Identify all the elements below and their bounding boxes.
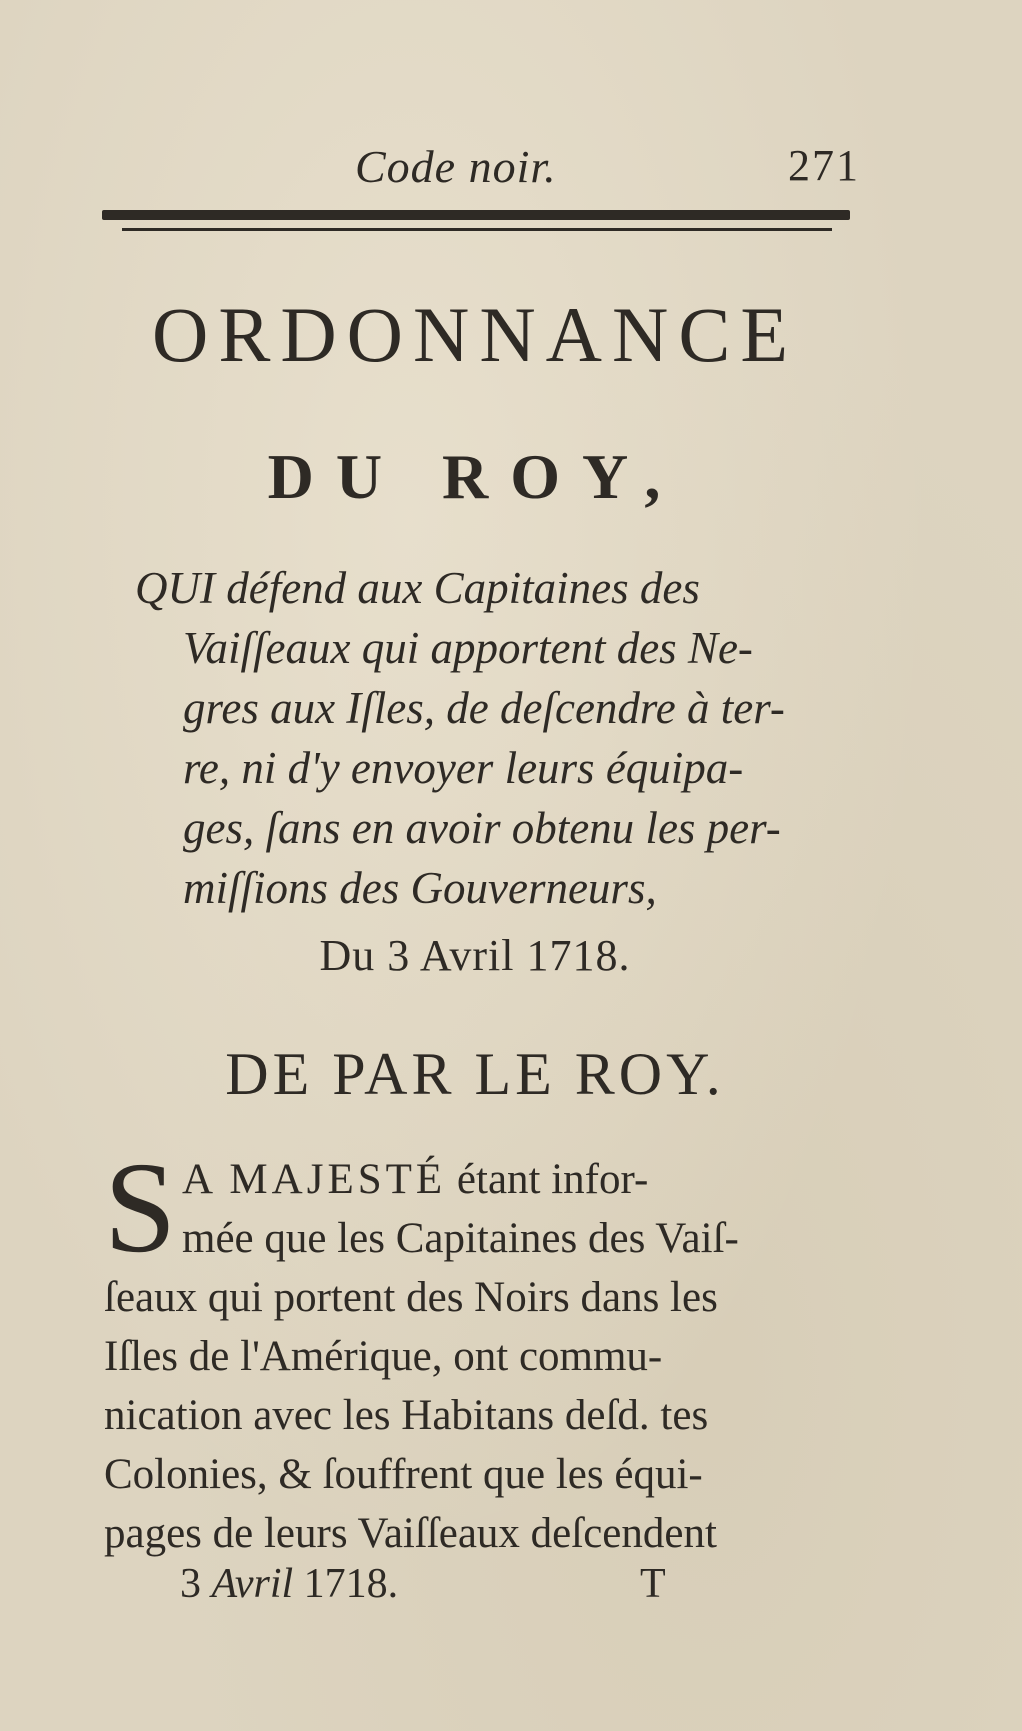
body-line: mée que les Capitaines des Vaiſ- bbox=[182, 1215, 739, 1262]
body-line: pages de leurs Vaiſſeaux deſcendent bbox=[104, 1510, 717, 1557]
body-text bbox=[104, 1136, 860, 1563]
drop-cap: S bbox=[104, 1136, 177, 1280]
header-rule-thick bbox=[102, 210, 850, 220]
summary-line: gres aux Iſles, de deſcendre à ter- bbox=[183, 683, 785, 733]
body-line: ſeaux qui portent des Noirs dans les bbox=[104, 1274, 718, 1321]
footer-ref-day: 3 bbox=[180, 1561, 201, 1607]
body-line: Iſles de l'Amérique, ont commu- bbox=[104, 1333, 663, 1380]
running-head bbox=[100, 140, 860, 200]
body-line-first bbox=[104, 1150, 860, 1209]
summary-line: ges, ſans en avoir obtenu les per- bbox=[183, 803, 781, 853]
summary-line: QUI défend aux Capitaines des bbox=[135, 563, 700, 613]
summary-line: miſſions des Gouverneurs, bbox=[183, 863, 657, 913]
ordinance-date: Du 3 Avril 1718. bbox=[319, 931, 631, 980]
footer-reference bbox=[180, 1560, 398, 1608]
header-rule-thin bbox=[122, 228, 832, 231]
signature-mark: T bbox=[640, 1561, 666, 1607]
title-ordonnance: ORDONNANCE bbox=[152, 291, 798, 378]
body-opening-rest: étant infor- bbox=[446, 1156, 649, 1203]
body-line: Colonies, & ſouffrent que les équi- bbox=[104, 1451, 703, 1498]
ordinance-summary bbox=[135, 558, 855, 918]
body-line: nication avec les Habitans deſd. tes bbox=[104, 1392, 709, 1439]
running-title: Code noir. bbox=[355, 141, 557, 192]
summary-line: Vaiſſeaux qui apportent des Ne- bbox=[183, 623, 753, 673]
page-number: 271 bbox=[788, 141, 860, 190]
body-opening-caps: A MAJESTÉ bbox=[182, 1156, 447, 1203]
footer-ref-month: Avril bbox=[211, 1561, 294, 1607]
summary-line: re, ni d'y envoyer leurs équipa- bbox=[183, 743, 744, 793]
title-du-roy: DU ROY, bbox=[267, 441, 683, 512]
header-rule bbox=[102, 206, 850, 236]
decree-heading: DE PAR LE ROY. bbox=[225, 1041, 725, 1107]
footer-ref-year: 1718. bbox=[303, 1561, 399, 1607]
